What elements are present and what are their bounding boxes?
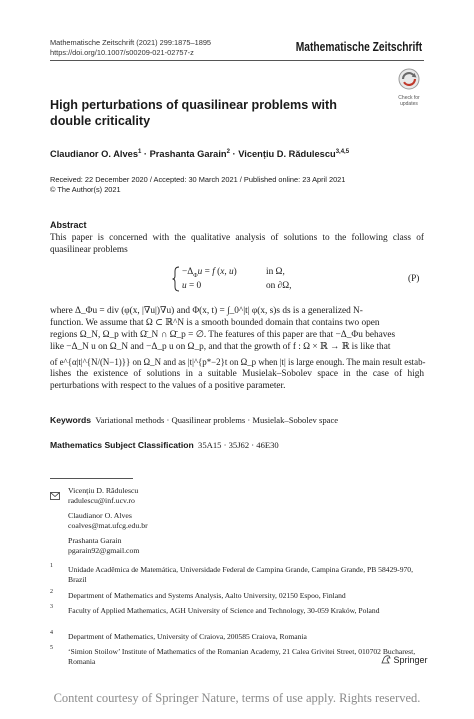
author-affil-sup: 1 [138,149,142,155]
author-separator: · [141,149,150,160]
author-name[interactable]: Vicențiu D. Rădulescu [238,149,336,160]
contact-name: Claudianor O. Alves [68,511,132,520]
springer-horse-icon [381,655,391,664]
keywords-label: Keywords [50,415,92,425]
badge-text-2: updates [400,101,418,107]
abstract-rest: lishes the existence of solutions in a suitable Musielak–Sobolev space in the case of high perturbations with respect to the values of a positive parameter. [50,369,424,391]
dates-line: Received: 22 December 2020 / Accepted: 30 March 2021 / Published online: 23 April 2021 [50,175,346,184]
abstract-heading: Abstract [50,220,87,230]
keywords-line [50,415,338,425]
equation-line-2: u = 0 [182,281,202,291]
equation-domain-1: in Ω, [266,267,285,277]
contact-name: Prashanta Garain [68,536,122,545]
abstract-intro: This paper is concerned with the qualitative analysis of solutions to the following class of quasilinear problems [50,233,424,255]
contact-email[interactable]: pgarain92@gmail.com [68,546,140,555]
equation-line-1: $-\Delta_\Phi u = f$ (x, u) [182,267,237,279]
affiliation-number: 3 [50,604,53,610]
affiliation-text: Faculty of Applied Mathematics, AGH University of Science and Technology, 30-059 Kraków, Poland [68,606,380,615]
author-affil-sup: 2 [226,149,230,155]
contact-name: Vicențiu D. Rădulescu [68,486,139,495]
badge-text-1: Check for [398,95,420,101]
check-updates-icon [393,68,425,90]
equation-label: (P) [408,274,420,284]
msc-codes: 35A15 · 35J62 · 46E30 [198,440,279,450]
author-name[interactable]: Prashanta Garain [149,149,227,160]
journal-name: Mathematische Zeitschrift [295,40,422,54]
publisher-name: Springer [393,655,428,665]
affiliation-number: 1 [50,563,53,569]
keywords-text: Variational methods · Quasilinear problems · Musielak–Sobolev space [95,415,339,425]
affiliation-number: 5 [50,645,53,651]
abstract-line-4: like −Δ_N u on Ω_N and −Δ_p u on Ω_p, and that the growth of f : Ω × ℝ → ℝ is like that [50,342,391,352]
affiliation-number: 2 [50,589,53,595]
contact-email[interactable]: radulescu@inf.ucv.ro [68,496,135,505]
footer-notice: Content courtesy of Springer Nature, terms of use apply. Rights reserved. [53,691,421,705]
abstract-line-3: regions Ω_N, Ω_p with Ω̄_N ∩ Ω̄_p = ∅. The features of this paper are that −Δ_Φu behaves [50,330,396,340]
check-for-updates-badge[interactable] [393,68,425,107]
author-separator: · [229,149,239,160]
abstract-line-1: where Δ_Φu = div (φ(x, |∇u|)∇u) and Φ(x, t) = ∫_0^|t| φ(x, s)s ds is a generalized N- [50,306,363,316]
author-affil-sup: 3,4,5 [335,149,350,155]
paper-title: High perturbations of quasilinear problems with double criticality [50,98,337,128]
abstract-line-2: function. We assume that Ω ⊂ ℝ^N is a smooth bounded domain that contains two open [50,318,380,328]
envelope-icon [50,487,60,505]
msc-line [50,440,279,450]
affiliation-text: ‘Simion Stoilow’ Institute of Mathematics of the Romanian Academy, 21 Calea Grivitei Street, 010702 Bucharest, Romania [68,647,416,666]
header-rule [50,60,424,61]
abstract-line-5: of e^{α|t|^{N/(N−1)}} on Ω_N and as |t|^{p*−2}t on Ω_p when |t| is large enough. The main result estab- [50,357,426,367]
affiliation-text: Unidade Acadêmica de Matemática, Universidade Federal de Campina Grande, Campina Grande, PB 58429-970, Brazil [68,565,413,584]
equation-brace [172,266,180,296]
copyright-line: © The Author(s) 2021 [50,185,121,194]
author-list [50,149,349,159]
author-name[interactable]: Claudianor O. Alves [50,149,138,160]
doi-link[interactable]: https://doi.org/10.1007/s00209-021-02757-z [50,48,194,57]
msc-label: Mathematics Subject Classification [50,440,194,450]
affiliation-text: Department of Mathematics, University of Craiova, 200585 Craiova, Romania [68,632,307,641]
contact-email[interactable]: coalves@mat.ufcg.edu.br [68,521,148,530]
publisher-logo [381,655,428,665]
affiliation-number: 4 [50,630,53,636]
equation-domain-2: on ∂Ω, [266,281,292,291]
footnote-rule [50,478,133,479]
affiliation-text: Department of Mathematics and Systems Analysis, Aalto University, 02150 Espoo, Finland [68,591,346,600]
citation-line: Mathematische Zeitschrift (2021) 299:1875–1895 [50,38,212,47]
